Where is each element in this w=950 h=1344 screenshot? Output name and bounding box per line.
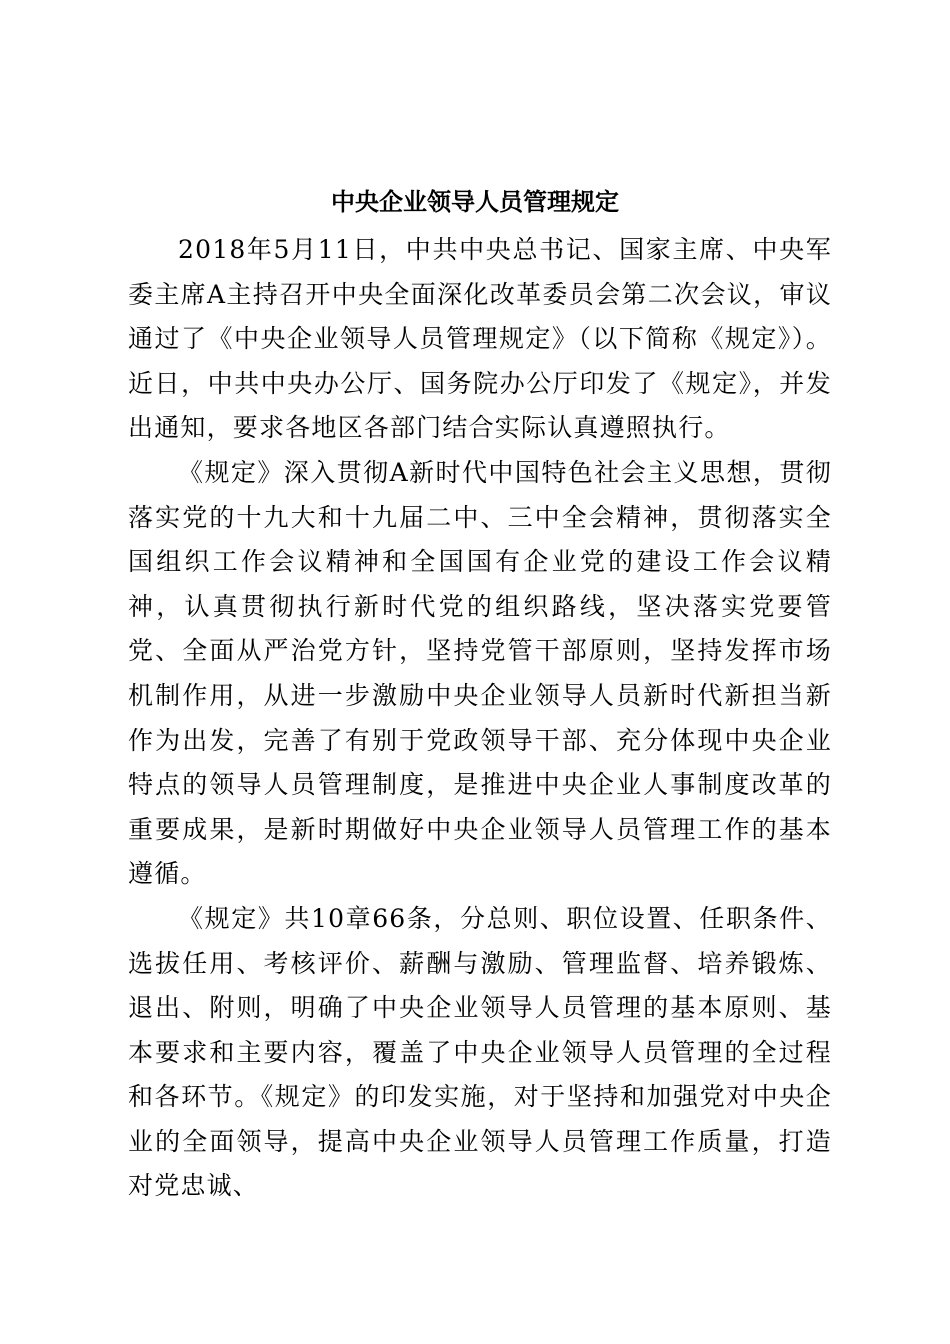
paragraph-3: 《规定》共10章66条，分总则、职位设置、任职条件、选拔任用、考核评价、薪酬与激励、管理监督、培养锻炼、退出、附则，明确了中央企业领导人员管理的基本原则、基本要求和主要内容，覆盖了中央企业领导人员管理的全过程和各环节。《规定》的印发实施，对于坚持和加强党对中央企业的全面领导，提高中央企业领导人员管理工作质量，打造对党忠诚、 [128,903,832,1201]
paragraph-1: 2018年5月11日，中共中央总书记、国家主席、中央军委主席A主持召开中央全面深化改革委员会第二次会议，审议通过了《中央企业领导人员管理规定》（以下简称《规定》）。近日，中共中央办公厅、国务院办公厅印发了《规定》，并发出通知，要求各地区各部门结合实际认真遵照执行。 [128,235,832,443]
paragraph-2: 《规定》深入贯彻A新时代中国特色社会主义思想，贯彻落实党的十九大和十九届二中、三中全会精神，贯彻落实全国组织工作会议精神和全国国有企业党的建设工作会议精神，认真贯彻执行新时代党的组织路线，坚决落实党要管党、全面从严治党方针，坚持党管干部原则，坚持发挥市场机制作用，从进一步激励中央企业领导人员新时代新担当新作为出发，完善了有别于党政领导干部、充分体现中央企业特点的领导人员管理制度，是推进中央企业人事制度改革的重要成果，是新时期做好中央企业领导人员管理工作的基本遵循。 [128,457,832,889]
document-title: 中央企业领导人员管理规定 [331,187,619,216]
document-body [128,228,832,1209]
